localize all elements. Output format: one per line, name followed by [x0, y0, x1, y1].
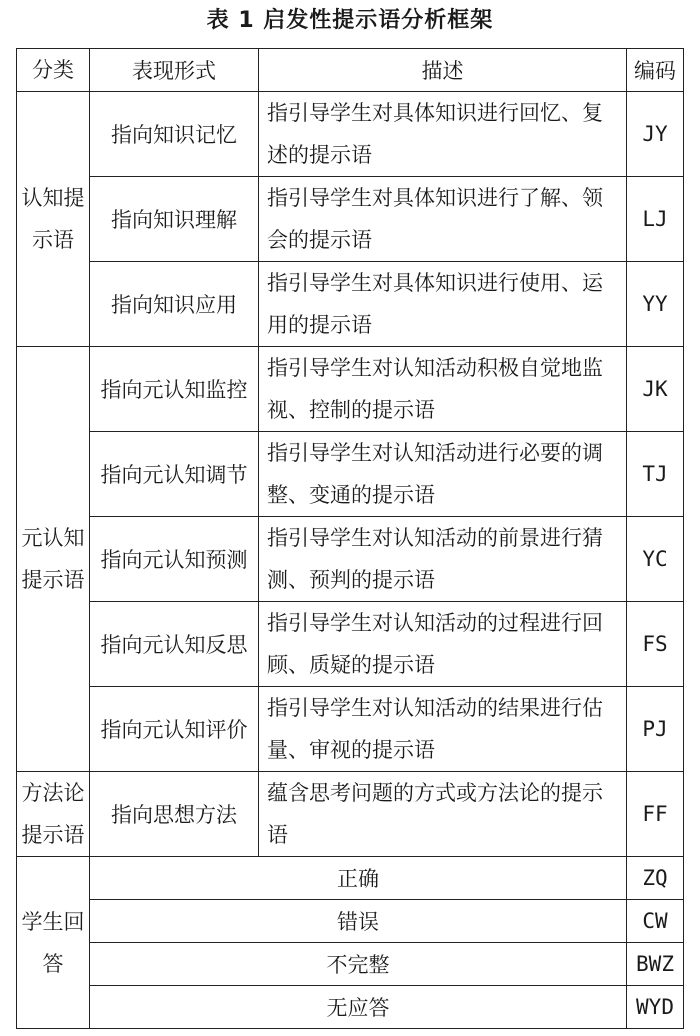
description-cell: 蕴含思考问题的方式或方法论的提示语 [259, 772, 627, 857]
code-cell: FF [627, 772, 684, 857]
answer-cell: 正确 [90, 857, 627, 900]
table-row [17, 347, 684, 432]
code-cell: PJ [627, 687, 684, 772]
table-row [17, 262, 684, 347]
category-methodology: 方法论提示语 [17, 772, 90, 857]
code-cell: JY [627, 92, 684, 177]
header-description: 描述 [259, 49, 627, 92]
table-row [17, 92, 684, 177]
form-cell: 指向元认知调节 [90, 432, 259, 517]
form-cell: 指向元认知评价 [90, 687, 259, 772]
code-cell: LJ [627, 177, 684, 262]
category-cognitive: 认知提示语 [17, 92, 90, 347]
form-cell: 指向元认知预测 [90, 517, 259, 602]
analysis-framework-table [16, 48, 684, 1029]
header-row [17, 49, 684, 92]
answer-cell: 无应答 [90, 986, 627, 1029]
form-cell: 指向知识记忆 [90, 92, 259, 177]
code-cell: TJ [627, 432, 684, 517]
code-cell: WYD [627, 986, 684, 1029]
table-row [17, 517, 684, 602]
table-row [17, 857, 684, 900]
header-code: 编码 [627, 49, 684, 92]
code-cell: FS [627, 602, 684, 687]
form-cell: 指向元认知反思 [90, 602, 259, 687]
form-cell: 指向知识应用 [90, 262, 259, 347]
code-cell: YC [627, 517, 684, 602]
table-row [17, 687, 684, 772]
header-category: 分类 [17, 49, 90, 92]
table-row [17, 943, 684, 986]
header-form: 表现形式 [90, 49, 259, 92]
table-row [17, 602, 684, 687]
table-title: 表 1 启发性提示语分析框架 [206, 8, 494, 33]
description-cell: 指引导学生对认知活动的前景进行猜测、预判的提示语 [259, 517, 627, 602]
code-cell: YY [627, 262, 684, 347]
category-answer: 学生回答 [17, 857, 90, 1029]
form-cell: 指向元认知监控 [90, 347, 259, 432]
answer-cell: 不完整 [90, 943, 627, 986]
description-cell: 指引导学生对具体知识进行回忆、复述的提示语 [259, 92, 627, 177]
table-row [17, 900, 684, 943]
table-row [17, 986, 684, 1029]
description-cell: 指引导学生对具体知识进行了解、领会的提示语 [259, 177, 627, 262]
table-row [17, 432, 684, 517]
code-cell: BWZ [627, 943, 684, 986]
description-cell: 指引导学生对认知活动的过程进行回顾、质疑的提示语 [259, 602, 627, 687]
description-cell: 指引导学生对具体知识进行使用、运用的提示语 [259, 262, 627, 347]
description-cell: 指引导学生对认知活动进行必要的调整、变通的提示语 [259, 432, 627, 517]
category-metacognitive: 元认知提示语 [17, 347, 90, 772]
table-row [17, 772, 684, 857]
code-cell: ZQ [627, 857, 684, 900]
table-row [17, 177, 684, 262]
answer-cell: 错误 [90, 900, 627, 943]
form-cell: 指向思想方法 [90, 772, 259, 857]
description-cell: 指引导学生对认知活动积极自觉地监视、控制的提示语 [259, 347, 627, 432]
code-cell: JK [627, 347, 684, 432]
code-cell: CW [627, 900, 684, 943]
description-cell: 指引导学生对认知活动的结果进行估量、审视的提示语 [259, 687, 627, 772]
form-cell: 指向知识理解 [90, 177, 259, 262]
